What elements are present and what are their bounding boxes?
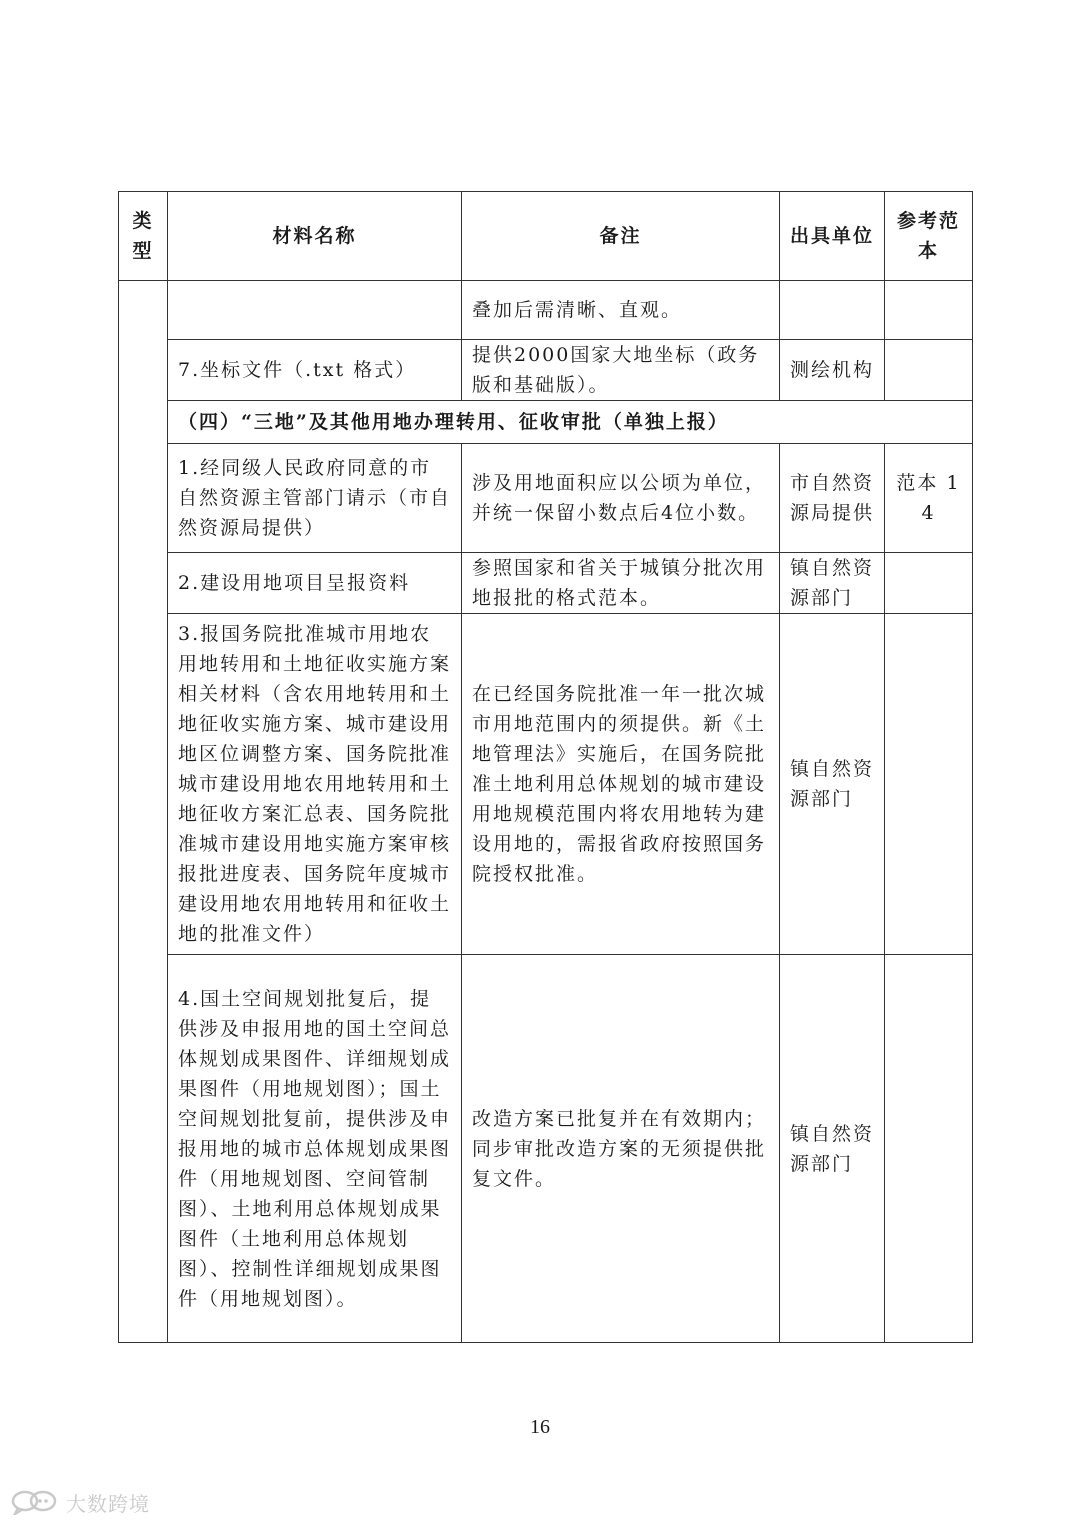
template-cell: 范本 14 (885, 444, 973, 553)
remark-cell: 参照国家和省关于城镇分批次用地报批的格式范本。 (462, 553, 780, 614)
header-remark: 备注 (462, 192, 780, 281)
table-row (119, 553, 973, 614)
table-header-row (119, 192, 973, 281)
section-row (119, 401, 973, 444)
issuer-cell: 市自然资源局提供 (780, 444, 885, 553)
remark-cell: 在已经国务院批准一年一批次城市用地范围内的须提供。新《土地管理法》实施后，在国务院批准土地利用总体规划的城市建设用地规模范围内将农用地转为建设用地的，需报省政府按照国务院授权批准。 (462, 614, 780, 955)
issuer-cell: 镇自然资源部门 (780, 553, 885, 614)
material-cell: 3.报国务院批准城市用地农用地转用和土地征收实施方案相关材料（含农用地转用和土地征收实施方案、城市建设用地区位调整方案、国务院批准城市建设用地农用地转用和土地征收方案汇总表、国务院批准城市建设用地实施方案审核报批进度表、国务院年度城市建设用地农用地转用和征收土地的批准文件） (168, 614, 462, 955)
header-template: 参考范本 (885, 192, 973, 281)
template-cell (885, 553, 973, 614)
table-row (119, 955, 973, 1343)
template-cell (885, 955, 973, 1343)
material-cell: 1.经同级人民政府同意的市自然资源主管部门请示（市自然资源局提供） (168, 444, 462, 553)
header-material: 材料名称 (168, 192, 462, 281)
table-row (119, 340, 973, 401)
table-row (119, 281, 973, 340)
header-issuer: 出具单位 (780, 192, 885, 281)
header-type: 类型 (119, 192, 168, 281)
template-cell (885, 281, 973, 340)
template-cell (885, 340, 973, 401)
material-cell (168, 281, 462, 340)
section-title: （四）“三地”及其他用地办理转用、征收审批（单独上报） (168, 401, 973, 444)
watermark (10, 1488, 150, 1516)
issuer-cell: 镇自然资源部门 (780, 955, 885, 1343)
table-row (119, 444, 973, 553)
template-cell (885, 614, 973, 955)
materials-table (118, 191, 973, 1343)
type-cell (119, 281, 168, 1343)
chat-bubble-logo-icon (10, 1489, 60, 1515)
issuer-cell (780, 281, 885, 340)
remark-cell: 叠加后需清晰、直观。 (462, 281, 780, 340)
table-row (119, 614, 973, 955)
material-cell: 7.坐标文件（.txt 格式） (168, 340, 462, 401)
material-cell: 4.国土空间规划批复后，提供涉及申报用地的国土空间总体规划成果图件、详细规划成果图件（用地规划图）；国土空间规划批复前，提供涉及申报用地的城市总体规划成果图件（用地规划图、空间管制图）、土地利用总体规划成果图件（土地利用总体规划图）、控制性详细规划成果图件（用地规划图）。 (168, 955, 462, 1343)
watermark-text: 大数跨境 (66, 1491, 150, 1516)
remark-cell: 改造方案已批复并在有效期内；同步审批改造方案的无须提供批复文件。 (462, 955, 780, 1343)
issuer-cell: 测绘机构 (780, 340, 885, 401)
remark-cell: 提供2000国家大地坐标（政务版和基础版）。 (462, 340, 780, 401)
material-cell: 2.建设用地项目呈报资料 (168, 553, 462, 614)
page-number: 16 (530, 1416, 550, 1438)
issuer-cell: 镇自然资源部门 (780, 614, 885, 955)
remark-cell: 涉及用地面积应以公顷为单位，并统一保留小数点后4位小数。 (462, 444, 780, 553)
